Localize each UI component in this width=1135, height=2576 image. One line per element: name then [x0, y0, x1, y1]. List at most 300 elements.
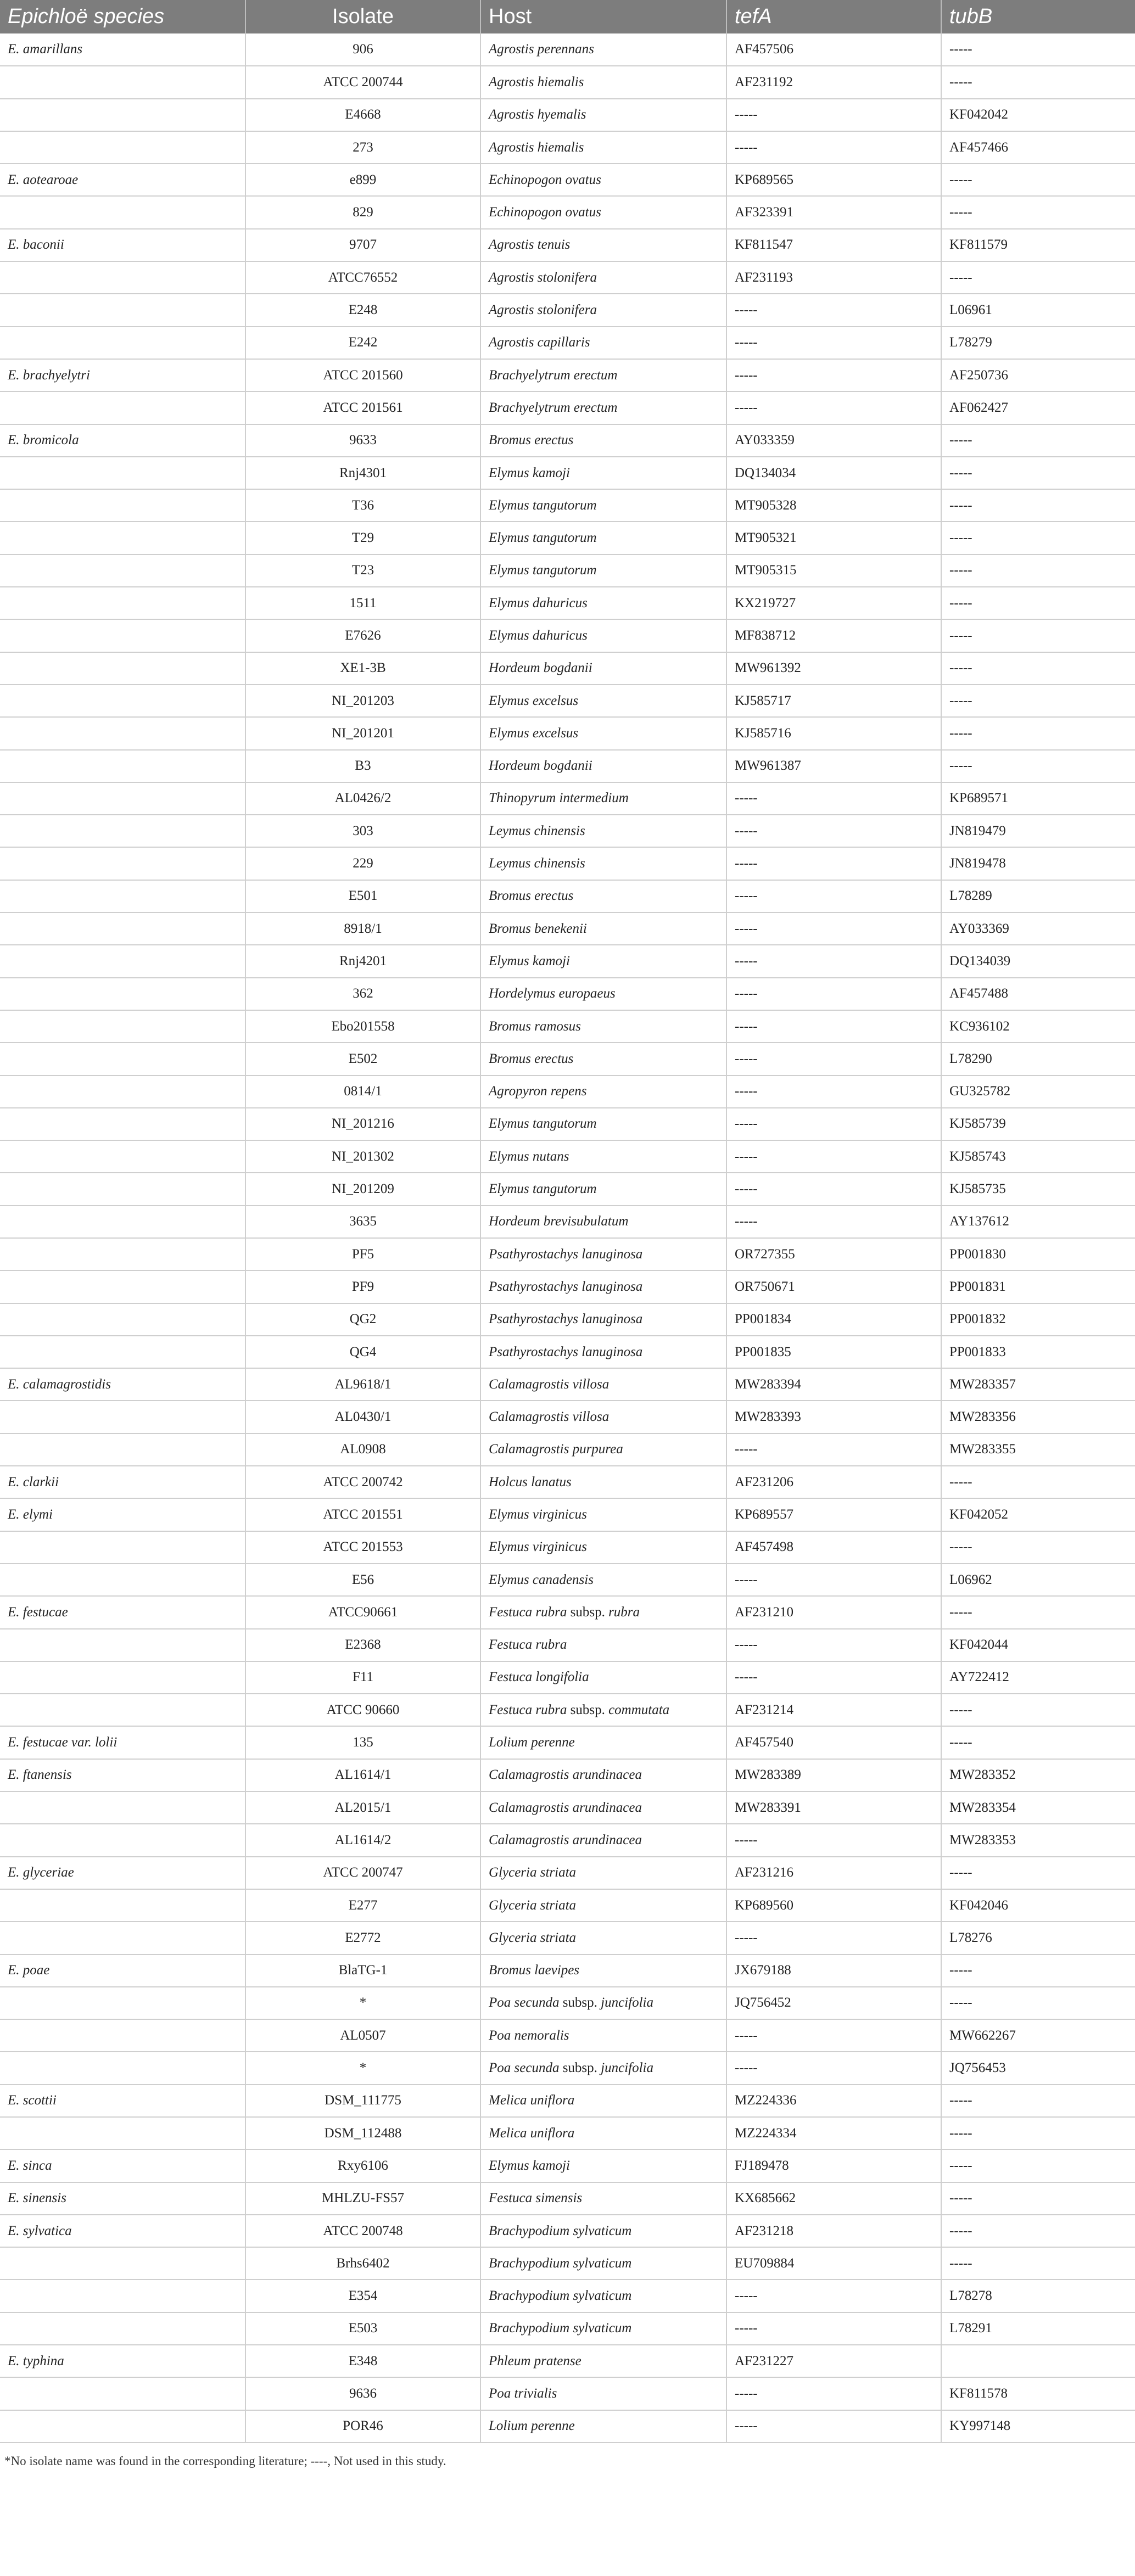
host-name: Agrostis perennans — [489, 42, 594, 57]
tubb-cell: DQ134039 — [941, 945, 1135, 977]
host-name: Calamagrostis villosa — [489, 1376, 610, 1392]
species-cell — [0, 750, 245, 782]
tubb-cell: MW283356 — [941, 1401, 1135, 1433]
isolate-cell: E56 — [245, 1564, 480, 1596]
host-name: Poa nemoralis — [489, 2028, 569, 2043]
table-row — [0, 1043, 1135, 1075]
tubb-cell: PP001831 — [941, 1270, 1135, 1303]
host-name: Lolium perenne — [489, 2418, 575, 2434]
species-cell: E. amarillans — [0, 33, 245, 66]
host-cell — [480, 619, 726, 652]
header-isolate: Isolate — [245, 0, 480, 33]
host-cell — [480, 978, 726, 1010]
host-cell — [480, 327, 726, 359]
tefa-cell: ----- — [726, 99, 941, 131]
isolate-cell: E242 — [245, 327, 480, 359]
host-name: Festuca rubra — [489, 1604, 567, 1620]
isolate-cell: 906 — [245, 33, 480, 66]
tefa-cell: AF231210 — [726, 1596, 941, 1628]
isolate-cell: 0814/1 — [245, 1076, 480, 1108]
species-cell — [0, 489, 245, 522]
species-cell — [0, 1108, 245, 1140]
species-cell: E. ftanensis — [0, 1759, 245, 1791]
species-cell — [0, 2280, 245, 2312]
species-cell — [0, 99, 245, 131]
host-cell — [480, 782, 726, 815]
tefa-cell: MZ224334 — [726, 2117, 941, 2149]
host-name: Festuca simensis — [489, 2191, 583, 2206]
host-subsp-label: subsp. — [567, 1702, 609, 1717]
tubb-cell: AF062427 — [941, 391, 1135, 424]
isolate-cell: 8918/1 — [245, 912, 480, 945]
isolate-cell: e899 — [245, 164, 480, 196]
isolate-cell: ATCC 201560 — [245, 359, 480, 391]
isolate-cell: Rnj4201 — [245, 945, 480, 977]
host-name: Agrostis tenuis — [489, 237, 571, 253]
table-row — [0, 1661, 1135, 1694]
tubb-cell: ----- — [941, 2149, 1135, 2182]
host-cell — [480, 1791, 726, 1824]
tubb-cell: ----- — [941, 1726, 1135, 1759]
species-cell — [0, 1270, 245, 1303]
table-row — [0, 1238, 1135, 1270]
isolate-cell: NI_201302 — [245, 1140, 480, 1173]
tubb-cell: AY137612 — [941, 1206, 1135, 1238]
table-row — [0, 33, 1135, 66]
isolate-cell: Brhs6402 — [245, 2247, 480, 2280]
species-cell — [0, 1889, 245, 1922]
tefa-cell: AF457498 — [726, 1531, 941, 1564]
isolate-cell: ATCC 200744 — [245, 66, 480, 98]
host-name: Poa trivialis — [489, 2386, 557, 2401]
isolate-cell: 829 — [245, 196, 480, 228]
tubb-cell: AY722412 — [941, 1661, 1135, 1694]
table-row — [0, 164, 1135, 196]
table-row — [0, 1010, 1135, 1043]
host-name: Psathyrostachys lanuginosa — [489, 1312, 643, 1327]
isolate-cell: ATCC 201551 — [245, 1498, 480, 1531]
host-name: Phleum pratense — [489, 2353, 582, 2368]
tefa-cell: ----- — [726, 2377, 941, 2410]
tefa-cell: KP689565 — [726, 164, 941, 196]
host-cell — [480, 2312, 726, 2345]
host-cell — [480, 2019, 726, 2052]
tubb-cell: JN819478 — [941, 847, 1135, 880]
species-cell — [0, 1336, 245, 1368]
isolate-cell: E354 — [245, 2280, 480, 2312]
table-row — [0, 2019, 1135, 2052]
host-cell — [480, 1726, 726, 1759]
tubb-cell: GU325782 — [941, 1076, 1135, 1108]
host-name: Elymus kamoji — [489, 953, 570, 968]
tubb-cell: ----- — [941, 1857, 1135, 1889]
tubb-cell: KF811578 — [941, 2377, 1135, 2410]
isolate-cell: ATCC90661 — [245, 1596, 480, 1628]
tubb-cell: MW283355 — [941, 1433, 1135, 1466]
host-cell — [480, 555, 726, 587]
host-cell — [480, 1531, 726, 1564]
host-name: Calamagrostis arundinacea — [489, 1800, 642, 1815]
header-species: Epichloë species — [0, 0, 245, 33]
tubb-cell: ----- — [941, 2117, 1135, 2149]
table-row — [0, 1466, 1135, 1498]
tubb-cell: AF250736 — [941, 359, 1135, 391]
tefa-cell: KJ585716 — [726, 717, 941, 749]
table-row — [0, 2085, 1135, 2117]
host-name: Calamagrostis arundinacea — [489, 1832, 642, 1847]
tefa-cell: ----- — [726, 847, 941, 880]
tubb-cell: KY997148 — [941, 2410, 1135, 2443]
host-name: Elymus dahuricus — [489, 595, 588, 611]
isolate-cell: POR46 — [245, 2410, 480, 2443]
species-cell: E. typhina — [0, 2345, 245, 2377]
table-row — [0, 99, 1135, 131]
tefa-cell: ----- — [726, 391, 941, 424]
table-row — [0, 1694, 1135, 1726]
host-name: Elymus dahuricus — [489, 628, 588, 643]
host-name: Agrostis stolonifera — [489, 270, 597, 285]
host-name: Glyceria striata — [489, 1865, 577, 1880]
host-name: Echinopogon ovatus — [489, 172, 601, 187]
tefa-cell: ----- — [726, 1108, 941, 1140]
tubb-cell: ----- — [941, 1987, 1135, 2019]
isolate-cell: 303 — [245, 815, 480, 847]
tefa-cell: OR727355 — [726, 1238, 941, 1270]
tubb-cell: PP001832 — [941, 1303, 1135, 1336]
species-cell — [0, 1629, 245, 1661]
host-subsp-label: subsp. — [567, 1604, 609, 1620]
host-cell — [480, 229, 726, 261]
table-row — [0, 945, 1135, 977]
tefa-cell: MW961392 — [726, 652, 941, 685]
host-name: Elymus canadensis — [489, 1572, 594, 1587]
isolate-cell: E4668 — [245, 99, 480, 131]
host-cell — [480, 489, 726, 522]
table-row — [0, 782, 1135, 815]
table-row — [0, 1433, 1135, 1466]
tubb-cell: MW283354 — [941, 1791, 1135, 1824]
isolate-cell: AL0430/1 — [245, 1401, 480, 1433]
host-name: Hordeum brevisubulatum — [489, 1214, 629, 1229]
tubb-cell: ----- — [941, 2182, 1135, 2215]
host-cell — [480, 131, 726, 164]
host-cell — [480, 359, 726, 391]
species-cell: E. glyceriae — [0, 1857, 245, 1889]
host-subsp-label: subsp. — [559, 1995, 601, 2011]
host-cell — [480, 1433, 726, 1466]
isolate-cell: ATCC 200742 — [245, 1466, 480, 1498]
isolate-cell: 9636 — [245, 2377, 480, 2410]
isolate-cell: E277 — [245, 1889, 480, 1922]
host-cell — [480, 1759, 726, 1791]
host-cell — [480, 1076, 726, 1108]
species-cell — [0, 685, 245, 717]
table-row — [0, 1498, 1135, 1531]
table-row — [0, 1108, 1135, 1140]
host-cell — [480, 1043, 726, 1075]
tefa-cell: ----- — [726, 1140, 941, 1173]
table-row — [0, 2215, 1135, 2247]
isolate-cell: ATCC 200747 — [245, 1857, 480, 1889]
host-name: Elymus kamoji — [489, 465, 570, 480]
host-name: Psathyrostachys lanuginosa — [489, 1344, 643, 1359]
host-subsp-label: subsp. — [559, 2060, 601, 2076]
host-name: Brachypodium sylvaticum — [489, 2321, 632, 2336]
tubb-cell: PP001830 — [941, 1238, 1135, 1270]
species-cell — [0, 1564, 245, 1596]
host-cell — [480, 2247, 726, 2280]
header-row — [0, 0, 1135, 33]
tubb-cell: AY033369 — [941, 912, 1135, 945]
species-cell — [0, 880, 245, 912]
host-cell — [480, 1922, 726, 1954]
host-cell — [480, 33, 726, 66]
host-name: Agrostis hyemalis — [489, 107, 586, 122]
host-name: Hordeum bogdanii — [489, 660, 592, 676]
tubb-cell: ----- — [941, 261, 1135, 294]
host-cell — [480, 1694, 726, 1726]
host-cell — [480, 750, 726, 782]
host-name: Brachypodium sylvaticum — [489, 2223, 632, 2238]
tefa-cell: MW283393 — [726, 1401, 941, 1433]
table-row — [0, 1173, 1135, 1205]
species-cell — [0, 1433, 245, 1466]
host-name: Elymus tangutorum — [489, 563, 597, 578]
species-cell — [0, 1010, 245, 1043]
tefa-cell: ----- — [726, 1922, 941, 1954]
host-subspecies: juncifolia — [601, 1995, 653, 2011]
table-row — [0, 2377, 1135, 2410]
host-cell — [480, 945, 726, 977]
isolate-cell: T36 — [245, 489, 480, 522]
tubb-cell: KC936102 — [941, 1010, 1135, 1043]
table-row — [0, 815, 1135, 847]
isolate-cell: 362 — [245, 978, 480, 1010]
isolate-cell: AL0908 — [245, 1433, 480, 1466]
tefa-cell: MW283389 — [726, 1759, 941, 1791]
host-cell — [480, 2182, 726, 2215]
table-row — [0, 229, 1135, 261]
host-cell — [480, 66, 726, 98]
tubb-cell: AF457488 — [941, 978, 1135, 1010]
species-cell — [0, 2247, 245, 2280]
tubb-cell: MW283353 — [941, 1824, 1135, 1856]
table-row — [0, 294, 1135, 326]
tubb-cell: ----- — [941, 619, 1135, 652]
host-name: Agropyron repens — [489, 1084, 587, 1099]
tefa-cell: ----- — [726, 294, 941, 326]
host-cell — [480, 685, 726, 717]
host-cell — [480, 2280, 726, 2312]
tefa-cell: ----- — [726, 2410, 941, 2443]
host-cell — [480, 1466, 726, 1498]
tefa-cell: PP001834 — [726, 1303, 941, 1336]
host-cell — [480, 424, 726, 457]
host-name: Calamagrostis purpurea — [489, 1442, 623, 1457]
tefa-cell: AF231218 — [726, 2215, 941, 2247]
table-row — [0, 1955, 1135, 1987]
host-name: Bromus erectus — [489, 1051, 574, 1066]
host-name: Agrostis hiemalis — [489, 74, 584, 89]
host-name: Brachyelytrum erectum — [489, 367, 618, 383]
isolate-cell: MHLZU-FS57 — [245, 2182, 480, 2215]
species-cell — [0, 327, 245, 359]
tubb-cell: KJ585743 — [941, 1140, 1135, 1173]
tefa-cell: ----- — [726, 1661, 941, 1694]
table-row — [0, 457, 1135, 489]
tefa-cell: AF231193 — [726, 261, 941, 294]
table-row — [0, 2280, 1135, 2312]
host-name: Psathyrostachys lanuginosa — [489, 1279, 643, 1294]
host-name: Festuca rubra — [489, 1702, 567, 1717]
tubb-cell: KF042046 — [941, 1889, 1135, 1922]
tefa-cell: MW283391 — [726, 1791, 941, 1824]
table-row — [0, 1270, 1135, 1303]
host-cell — [480, 294, 726, 326]
tubb-cell: ----- — [941, 685, 1135, 717]
species-cell — [0, 2377, 245, 2410]
host-name: Elymus virginicus — [489, 1539, 587, 1555]
species-cell: E. festucae — [0, 1596, 245, 1628]
tubb-cell: KJ585735 — [941, 1173, 1135, 1205]
host-cell — [480, 1140, 726, 1173]
host-cell — [480, 1303, 726, 1336]
tefa-cell: ----- — [726, 1010, 941, 1043]
tubb-cell: JQ756453 — [941, 2052, 1135, 2084]
tefa-cell: DQ134034 — [726, 457, 941, 489]
host-name: Brachypodium sylvaticum — [489, 2255, 632, 2271]
tefa-cell: KP689560 — [726, 1889, 941, 1922]
table-row — [0, 261, 1135, 294]
isolate-cell: ATCC 201553 — [245, 1531, 480, 1564]
tubb-cell: ----- — [941, 1596, 1135, 1628]
isolate-cell: XE1-3B — [245, 652, 480, 685]
tefa-cell: AF231192 — [726, 66, 941, 98]
tefa-cell: MZ224336 — [726, 2085, 941, 2117]
tubb-cell: L78279 — [941, 327, 1135, 359]
tubb-cell: ----- — [941, 33, 1135, 66]
isolate-cell: NI_201203 — [245, 685, 480, 717]
tubb-cell: ----- — [941, 2085, 1135, 2117]
host-name: Hordelymus europaeus — [489, 986, 616, 1001]
tefa-cell: KX685662 — [726, 2182, 941, 2215]
isolate-cell: AL1614/1 — [245, 1759, 480, 1791]
isolate-cell: NI_201209 — [245, 1173, 480, 1205]
host-cell — [480, 2117, 726, 2149]
species-cell: E. baconii — [0, 229, 245, 261]
host-cell — [480, 2410, 726, 2443]
tefa-cell: OR750671 — [726, 1270, 941, 1303]
isolate-cell: E348 — [245, 2345, 480, 2377]
species-cell — [0, 1238, 245, 1270]
species-cell — [0, 2410, 245, 2443]
species-cell — [0, 1076, 245, 1108]
tefa-cell: MT905315 — [726, 555, 941, 587]
tubb-cell: ----- — [941, 1955, 1135, 1987]
tefa-cell: ----- — [726, 1433, 941, 1466]
tubb-cell: L06961 — [941, 294, 1135, 326]
host-cell — [480, 912, 726, 945]
species-cell — [0, 2312, 245, 2345]
table-row — [0, 1076, 1135, 1108]
table-row — [0, 2052, 1135, 2084]
tubb-cell: L06962 — [941, 1564, 1135, 1596]
species-cell — [0, 782, 245, 815]
tefa-cell: ----- — [726, 1206, 941, 1238]
species-cell — [0, 978, 245, 1010]
species-cell — [0, 847, 245, 880]
table-row — [0, 1368, 1135, 1401]
host-cell — [480, 2149, 726, 2182]
host-name: Hordeum bogdanii — [489, 758, 592, 774]
host-name: Bromus erectus — [489, 433, 574, 448]
host-name: Leymus chinensis — [489, 823, 585, 838]
table-row — [0, 1336, 1135, 1368]
species-cell — [0, 1791, 245, 1824]
tubb-cell: ----- — [941, 489, 1135, 522]
host-name: Brachypodium sylvaticum — [489, 2288, 632, 2304]
isolate-cell: T29 — [245, 522, 480, 554]
species-cell: E. brachyelytri — [0, 359, 245, 391]
isolate-cell: AL0426/2 — [245, 782, 480, 815]
tubb-cell: AF457466 — [941, 131, 1135, 164]
species-cell — [0, 1206, 245, 1238]
table-row — [0, 489, 1135, 522]
tubb-cell: ----- — [941, 1531, 1135, 1564]
table-row — [0, 619, 1135, 652]
isolate-cell: E248 — [245, 294, 480, 326]
isolate-cell: T23 — [245, 555, 480, 587]
host-cell — [480, 1401, 726, 1433]
tefa-cell: KF811547 — [726, 229, 941, 261]
species-cell: E. scottii — [0, 2085, 245, 2117]
tefa-cell: AF231216 — [726, 1857, 941, 1889]
species-cell — [0, 1173, 245, 1205]
host-cell — [480, 1596, 726, 1628]
host-cell — [480, 1173, 726, 1205]
host-cell — [480, 1368, 726, 1401]
isolate-cell: ATCC 90660 — [245, 1694, 480, 1726]
tubb-cell: ----- — [941, 196, 1135, 228]
isolate-cell: Ebo201558 — [245, 1010, 480, 1043]
species-cell: E. sylvatica — [0, 2215, 245, 2247]
host-cell — [480, 1824, 726, 1856]
host-cell — [480, 1206, 726, 1238]
tefa-cell: AF457540 — [726, 1726, 941, 1759]
isolate-cell: E2368 — [245, 1629, 480, 1661]
tubb-cell: ----- — [941, 587, 1135, 619]
tubb-cell: L78289 — [941, 880, 1135, 912]
tefa-cell: ----- — [726, 1076, 941, 1108]
host-name: Elymus virginicus — [489, 1507, 587, 1522]
species-cell — [0, 717, 245, 749]
tefa-cell: ----- — [726, 880, 941, 912]
host-subspecies: rubra — [608, 1604, 640, 1620]
tubb-cell: L78291 — [941, 2312, 1135, 2345]
tubb-cell: MW283352 — [941, 1759, 1135, 1791]
tefa-cell: ----- — [726, 978, 941, 1010]
tefa-cell: ----- — [726, 2019, 941, 2052]
species-cell — [0, 587, 245, 619]
host-name: Elymus tangutorum — [489, 1116, 597, 1132]
host-cell — [480, 1336, 726, 1368]
host-name: Elymus tangutorum — [489, 530, 597, 546]
species-cell — [0, 1661, 245, 1694]
tefa-cell: KJ585717 — [726, 685, 941, 717]
host-cell — [480, 1661, 726, 1694]
isolate-cell: E502 — [245, 1043, 480, 1075]
table-row — [0, 66, 1135, 98]
